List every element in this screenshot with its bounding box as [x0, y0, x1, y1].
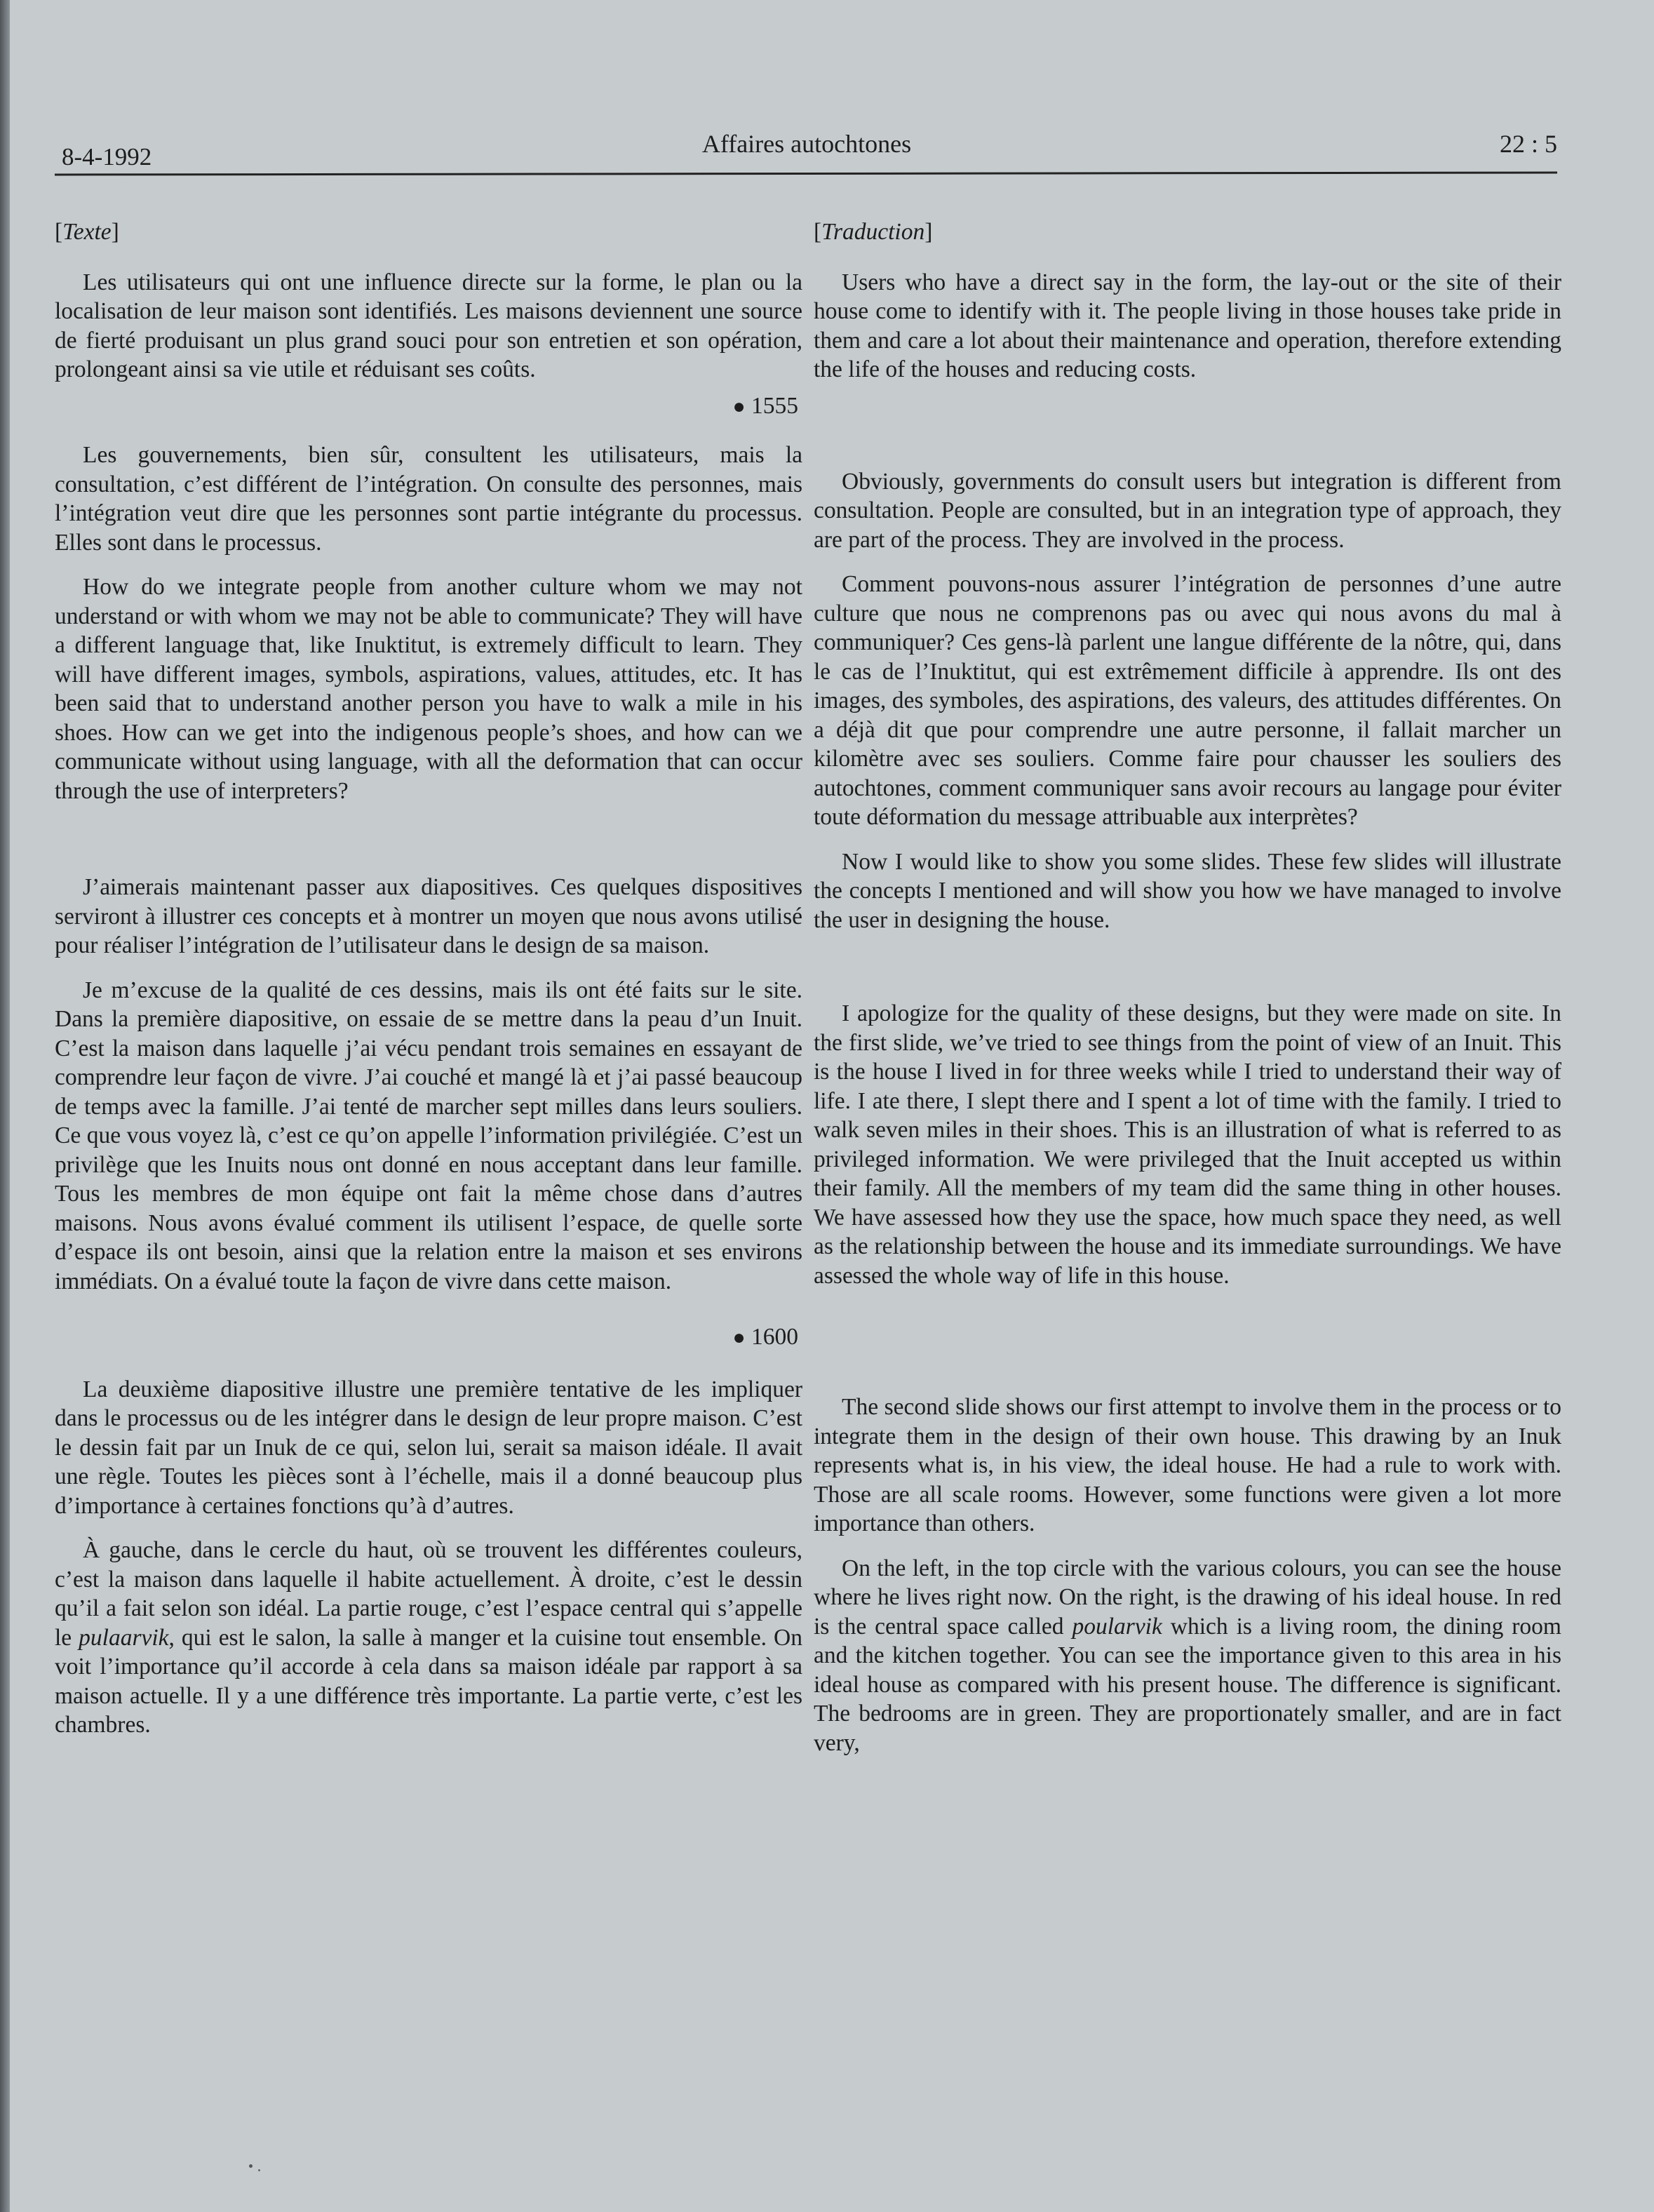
book-binding-shadow: [0, 0, 10, 2212]
header-title: Affaires autochtones: [701, 130, 912, 158]
paragraph: Now I would like to show you some slides. These few slides will illustrate the concepts I mentioned and will show you how we have managed to involve the user in designing the house.: [814, 848, 1561, 933]
running-header: [49, 126, 1564, 175]
paragraph: I apologize for the quality of these designs, but they were made on site. In the first slide, we’ve tried to see things from the point of view of an Inuit. This is the house I lived in for three weeks while I tried to understand their way of life. I ate there, I slept there and I spent a lot of time with the family. I tried to walk seven miles in their shoes. This is an illustration of what is referred to as privileged information. We were privileged that the Inuit accepted us within their family. All the members of my team did the same thing in other houses. We have assessed how they use the space, how much space they need, as well as the relationship between the house and its immediate surroundings. We have assessed the whole way of life in this house.: [814, 1000, 1561, 1289]
paragraph: J’aimerais maintenant passer aux diapositives. Ces quelques dispositives serviront à illustrer ces concepts et à montrer un moyen que nous avons utilisé pour réaliser l’intégration de l’utilisateur dans le design de sa maison.: [55, 874, 802, 958]
paragraph: Je m’excuse de la qualité de ces dessins, mais ils ont été faits sur le site. Dans la première diapositive, on essaie de se mettre dans la peau d’un Inuit. C’est la maison dans laquelle j’ai vécu pendant trois semaines en essayant de comprendre leur façon de vivre. J’ai couché et mangé là et j’ai passé beaucoup de temps avec la famille. J’ai tenté de marcher sept milles dans leurs souliers. Ce que vous voyez là, c’est ce qu’on appelle l’information privilégiée. C’est un privilège que les Inuits nous ont donné en nous acceptant dans leur famille. Tous les membres de mon équipe ont fait la même chose dans d’autres maisons. Nous avons évalué comment ils utilisent l’espace, de quelle sorte d’espace ils ont besoin, ainsi que la relation entre la maison et ses environs immédiats. On a évalué toute la façon de vivre dans cette maison.: [55, 977, 802, 1294]
header-date: 8-4-1992: [62, 143, 152, 170]
paper-speck: [249, 2164, 253, 2168]
bullet-icon: ●: [732, 1326, 746, 1349]
section-tag-traduction: [Traduction]: [814, 219, 933, 245]
paragraph: How do we integrate people from another culture whom we may not understand or with whom we may not be able to communicate? They will have a different language that, like Inuktitut, is extremely difficult to learn. They will have different images, symbols, aspirations, values, attitudes, etc. It has been said that to understand another person you have to walk a mile in his shoes. How can we get into the indigenous people’s shoes, and how can we communicate without using language, with all the deformation that can occur through the use of interpreters?: [55, 574, 802, 804]
paragraph: Les utilisateurs qui ont une influence directe sur la forme, le plan ou la localisation de leur maison sont identifiés. Les maisons deviennent une source de fierté produisant un plus grand souci pour son entretien et son opération, prolongeant ainsi sa vie utile et réduisant ses coûts.: [55, 269, 802, 382]
paragraph: On the left, in the top circle with the various colours, you can see the house where he lives right now. On the right, is the drawing of his ideal house. In red is the central space called poularvik which is a living room, the dining room and the kitchen together. You can see the importance given to this area in his ideal house as compared with his present house. The difference is significant. The bedrooms are in green. They are proportionately smaller, and are in fact very,: [814, 1555, 1561, 1756]
left-column-french: [55, 217, 802, 1740]
bullet-icon: ●: [732, 394, 746, 418]
paragraph: La deuxième diapositive illustre une première tentative de les impliquer dans le processus ou de les intégrer dans le design de leur propre maison. C’est le dessin fait par un Inuk de ce qui, selon lui, serait sa maison idéale. Il avait une règle. Toutes les pièces sont à l’échelle, mais il a donné beaucoup plus d’importance à certaines fonctions qu’à d’autres.: [55, 1376, 802, 1519]
section-tag-texte: [Texte]: [55, 219, 119, 245]
paragraph: Comment pouvons-nous assurer l’intégration de personnes d’une autre culture que nous ne comprenons pas ou avec qui nous avons du mal à communiquer? Ces gens-là parlent une langue différente de la nôtre, qui, dans le cas de l’Inuktitut, qui est extrêmement difficile à apprendre. Ils ont des images, des symboles, des aspirations, des valeurs, des attitudes différentes. On a déjà dit que pour comprendre une autre personne, il fallait marcher un kilomètre avec ses souliers. Comme faire pour chausser les souliers des autochtones, comment communiquer sans avoir recours au langage pour éviter toute déformation du message attribuable aux interprètes?: [814, 571, 1561, 830]
timestamp: ● 1600: [732, 1324, 798, 1350]
paper-speck: [258, 2169, 260, 2171]
paragraph: Obviously, governments do consult users but integration is different from consultation. People are consulted, but in an integration type of approach, they are part of the process. They are involved in the process.: [814, 468, 1561, 553]
paragraph: Users who have a direct say in the form, the lay-out or the site of their house come to identify with it. The people living in those houses take pride in them and care a lot about their maintenance and operation, therefore extending the life of the houses and reducing costs.: [814, 269, 1561, 382]
paragraph: The second slide shows our first attempt to involve them in the process or to integrate them in the design of their own house. This drawing by an Inuk represents what is, in his view, the ideal house. He had a rule to work with. Those are all scale rooms. However, some functions were given a lot more importance than others.: [814, 1394, 1561, 1536]
paragraph: À gauche, dans le cercle du haut, où se trouvent les différentes couleurs, c’est la maison dans laquelle il habite actuellement. À droite, c’est le dessin qu’il a fait selon son idéal. La partie rouge, c’est l’espace central qui s’appelle le pulaarvik, qui est le salon, la salle à manger et la cuisine tout ensemble. On voit l’importance qu’il accorde à cela dans sa maison idéale par rapport à sa maison actuelle. Il y a une différence très importante. La partie verte, c’est les chambres.: [55, 1537, 802, 1738]
right-column-translation: [814, 217, 1561, 1757]
timestamp: ● 1555: [732, 392, 798, 419]
paragraph: Les gouvernements, bien sûr, consultent les utilisateurs, mais la consultation, c’est différent de l’intégration. On consulte des personnes, mais l’intégration veut dire que les personnes sont partie intégrante du processus. Elles sont dans le processus.: [55, 442, 802, 556]
header-page-number: 22 : 5: [1499, 130, 1557, 158]
